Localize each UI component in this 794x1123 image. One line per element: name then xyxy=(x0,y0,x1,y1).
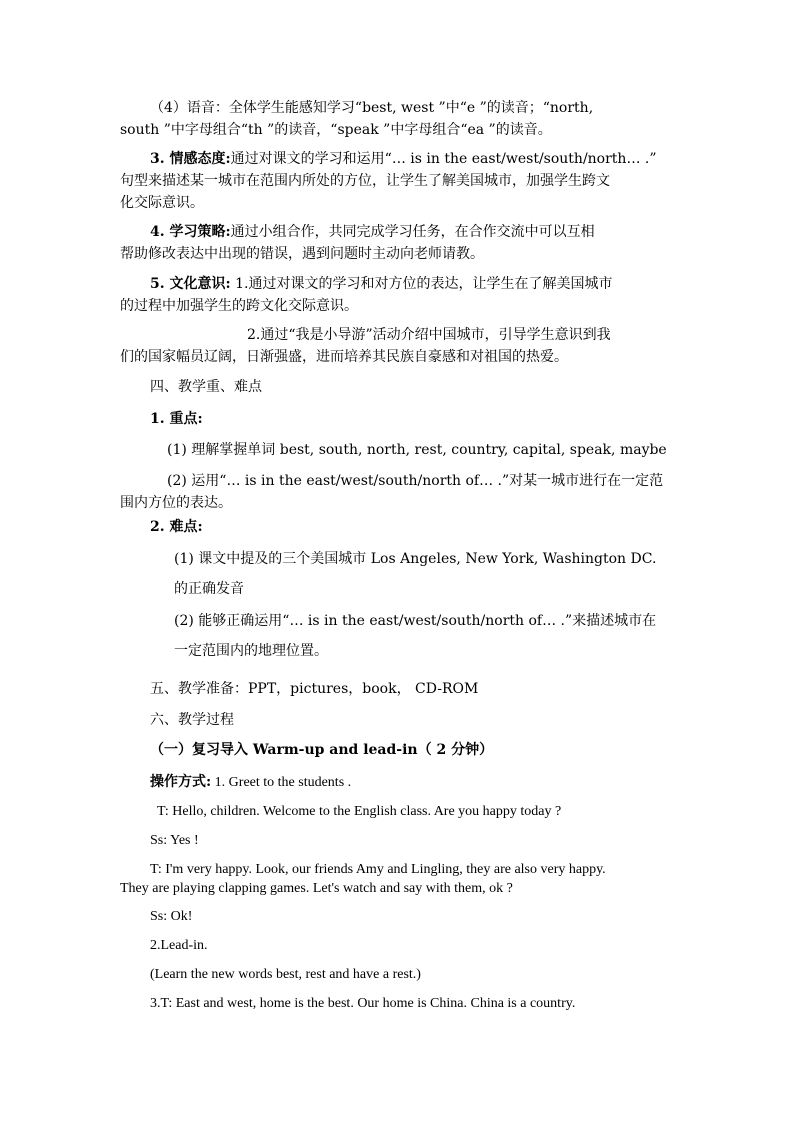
para-culture-line1 xyxy=(150,275,612,293)
dialog-students-2: Ss: Ok! xyxy=(150,909,193,924)
para-pronunciation-line2: south ”中字母组合“th ”的读音，“speak ”中字母组合“ea ”的读音。 xyxy=(120,122,552,138)
step-lead-in-note: (Learn the new words best, rest and have a rest.) xyxy=(150,967,421,982)
section-heading-6: 六、教学过程 xyxy=(150,712,234,728)
difficulties-label: 2. 难点: xyxy=(150,519,203,535)
para-culture-line4: 们的国家幅员辽阔，日渐强盛，进而培养其民族自豪感和对祖国的热爱。 xyxy=(120,349,568,365)
difficulty-1-line2: 的正确发音 xyxy=(174,581,244,597)
key-point-1: (1) 理解掌握单词 best, south, north, rest, country, capital, speak, maybe xyxy=(167,442,667,458)
section-heading-5: 五、教学准备：PPT，pictures，book， CD-ROM xyxy=(150,681,479,697)
dialog-teacher-2-line2: They are playing clapping games. Let's watch and say with them, ok ? xyxy=(120,881,513,896)
para-pronunciation-line1: （4）语音：全体学生能感知学习“best, west ”中“e ”的读音；“north, xyxy=(150,100,594,116)
dialog-students-1: Ss: Yes ! xyxy=(150,833,199,848)
subheading-key-points xyxy=(150,410,203,428)
para-strategy-line2: 帮助修改表达中出现的错误，遇到问题时主动向老师请教。 xyxy=(120,246,484,262)
heading-attitude: 3. 情感态度: xyxy=(150,151,231,167)
section-heading-4: 四、教学重、难点 xyxy=(150,379,262,395)
step-lead-in: 2.Lead-in. xyxy=(150,938,208,953)
dialog-teacher-2-line1: T: I'm very happy. Look, our friends Amy and Lingling, they are also very happy. xyxy=(150,862,606,877)
subheading-difficulties xyxy=(150,518,203,536)
dialog-teacher-1: T: Hello, children. Welcome to the English class. Are you happy today ? xyxy=(157,804,562,819)
heading-culture: 5. 文化意识: xyxy=(150,276,231,292)
key-point-2-line1: (2) 运用“… is in the east/west/south/north of… .”对某一城市进行在一定范 xyxy=(167,473,664,489)
difficulty-2-line1: (2) 能够正确运用“… is in the east/west/south/north of… .”来描述城市在 xyxy=(174,613,657,629)
step-3-teacher: 3.T: East and west, home is the best. Our home is China. China is a country. xyxy=(150,996,576,1011)
attitude-text: 通过对课文的学习和运用“… is in the east/west/south/north… .” xyxy=(230,151,657,167)
para-strategy-line1 xyxy=(150,223,595,241)
procedure-line xyxy=(150,773,351,792)
difficulty-2-line2: 一定范围内的地理位置。 xyxy=(174,643,328,659)
para-attitude-line3: 化交际意识。 xyxy=(120,195,204,211)
subheading-warmup xyxy=(150,741,493,759)
procedure-text: 1. Greet to the students . xyxy=(211,775,352,790)
warmup-label: （一）复习导入 Warm-up and lead-in（ 2 分钟） xyxy=(150,742,494,758)
para-culture-line2: 的过程中加强学生的跨文化交际意识。 xyxy=(120,298,358,314)
para-attitude-line1 xyxy=(150,150,657,168)
procedure-label: 操作方式: xyxy=(150,774,212,790)
para-culture-line3: 2.通过“我是小导游”活动介绍中国城市，引导学生意识到我 xyxy=(247,327,611,343)
culture-text: 1.通过对课文的学习和对方位的表达，让学生在了解美国城市 xyxy=(230,276,613,292)
difficulty-1-line1: (1) 课文中提及的三个美国城市 Los Angeles, New York, Washington DC. xyxy=(174,551,657,567)
para-attitude-line2: 句型来描述某一城市在范围内所处的方位，让学生了解美国城市，加强学生跨文 xyxy=(120,173,610,189)
key-points-label: 1. 重点: xyxy=(150,411,203,427)
key-point-2-line2: 围内方位的表达。 xyxy=(120,495,232,511)
strategy-text: 通过小组合作，共同完成学习任务，在合作交流中可以互相 xyxy=(230,224,595,240)
heading-strategy: 4. 学习策略: xyxy=(150,224,231,240)
